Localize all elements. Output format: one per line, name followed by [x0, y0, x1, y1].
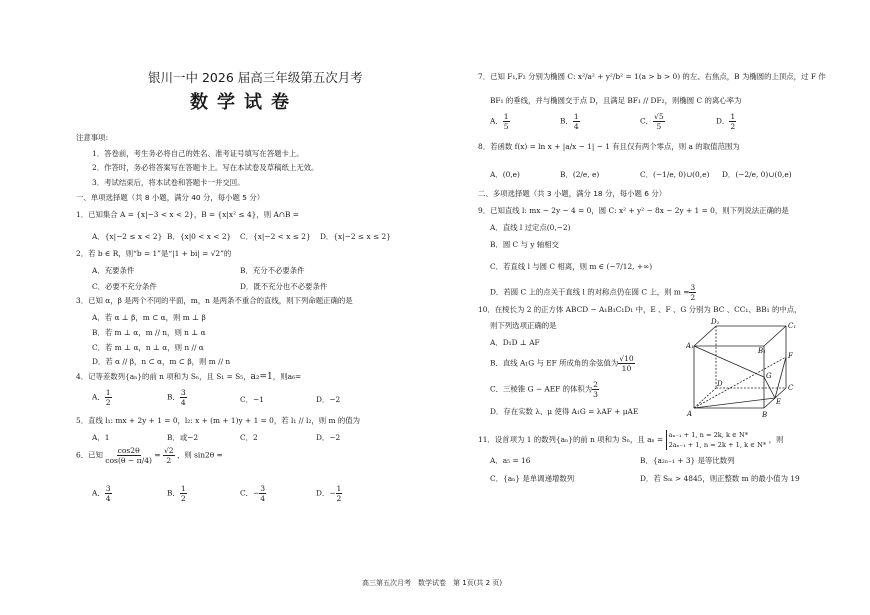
- q10-option-b: [490, 354, 635, 373]
- note-item-2: 2．作答时，务必将答案写在答题卡上。写在本试卷及草稿纸上无效。: [92, 163, 319, 172]
- q6-option-b: [167, 484, 187, 503]
- q9-d-den: 2: [690, 293, 696, 302]
- q7-c-label: C．: [640, 116, 654, 126]
- cube-label-d: D: [717, 380, 723, 388]
- q10-b-fraction: [618, 354, 635, 373]
- q10-option-a: A．D₁D ⊥ AF: [490, 338, 540, 347]
- q7-d-fraction: [729, 112, 736, 131]
- q6-rhs-den: 2: [166, 456, 172, 465]
- q6-b-den: 2: [180, 494, 186, 503]
- q10-c-num: 2: [593, 380, 598, 389]
- q4-a-fraction: [105, 388, 112, 407]
- q2-stem: 2．若 b ∈ R，则“b = 1”是“|1 + bi| = √2”的: [76, 249, 232, 258]
- q10-b-text: B．直线 A₁G 与 EF 所成角的余弦值为: [490, 358, 619, 368]
- q6-b-label: B．: [167, 488, 180, 498]
- q7-d-den: 2: [730, 122, 736, 131]
- q9-option-d: [490, 283, 696, 302]
- q4-option-a: [92, 388, 112, 407]
- q1-option-a: A．{x|−2 ≤ x < 2}: [92, 232, 163, 241]
- q11-option-d: D．若 Sₘ > 4845，则正整数 m 的最小值为 19: [640, 474, 800, 483]
- q4-condition: a₂=1: [250, 372, 273, 382]
- q4-a-num: 1: [105, 388, 111, 397]
- cube-label-a: A: [687, 410, 693, 418]
- q6-b-fraction: [180, 484, 187, 503]
- page-footer: 高三第五次月考 数学试卷 第 1页(共 2 页): [362, 579, 503, 587]
- q7-b-den: 4: [573, 122, 579, 131]
- q11-case-even: aₙ₋₁ + 1, n = 2k, k ∈ N*: [668, 431, 749, 439]
- q4-option-b: [167, 388, 187, 407]
- q8-stem: 8．若函数 f(x) = ln x + |a/x − 1| − 1 有且仅有两个零点，则 a 的取值范围为: [478, 142, 740, 151]
- cube-label-a1: A₁: [686, 342, 694, 350]
- q9-option-c: C．若直线 l 与圆 C 相离，则 m ∈ (−7/12, +∞): [490, 262, 653, 271]
- q11-option-a: A．a₅ = 16: [490, 456, 531, 465]
- cube-label-b: B: [762, 411, 768, 419]
- q7-option-d: [716, 112, 736, 131]
- q11-option-b: B．{a₂ₙ₋₁ + 3} 是等比数列: [640, 456, 735, 465]
- q7-b-label: B．: [560, 116, 573, 126]
- q4-stem: [76, 372, 301, 382]
- subject-title: 数学试卷: [190, 92, 298, 113]
- q6-c-num: 3: [260, 484, 266, 493]
- q7-option-b: [560, 112, 580, 131]
- q3-option-d: D．若 α // β，n ⊂ α，m ⊂ β，则 m // n: [92, 357, 231, 366]
- q2-option-c: C．必要不充分条件: [92, 282, 157, 291]
- school-exam-title: 银川一中 2026 届高三年级第五次月考: [148, 70, 363, 85]
- q6-label: 6．已知: [76, 450, 103, 460]
- cube-diagram: [686, 316, 798, 420]
- q6-d-label: D．−: [316, 488, 336, 498]
- q4-option-c: C．−1: [240, 395, 264, 404]
- q8-option-d: D．(−2/e, 0)∪(0,e): [722, 170, 792, 179]
- q5-option-b: B．或−2: [167, 433, 199, 442]
- q6-rhs-num: √2: [163, 446, 174, 455]
- q7-c-num: √5: [654, 112, 664, 121]
- q7-b-fraction: [573, 112, 580, 131]
- q9-d-text: D．若圆 C 上的点关于直线 l 的对称点仍在圆 C 上，则 m =: [490, 287, 690, 297]
- q11-piecewise: [666, 430, 767, 450]
- q4-b-label: B．: [167, 392, 180, 402]
- cube-label-c1: C₁: [788, 322, 797, 330]
- q8-option-c: C．(−1/e, 0)∪(0,e): [640, 170, 710, 179]
- cube-label-c: C: [788, 384, 794, 392]
- q6-c-label: C．−: [240, 488, 260, 498]
- q1-stem: 1．已知集合 A = {x|−3 < x < 2}，B = {x|x² ≤ 4}，则 A∩B =: [76, 210, 299, 219]
- q11-option-c: C．{aₙ} 是单调递增数列: [490, 474, 575, 483]
- q9-stem: 9．已知直线 l: mx − 2y − 4 = 0，圆 C: x² + y² − 8x − 2y + 1 = 0，则下列说法正确的是: [478, 206, 789, 215]
- section-1-title: 一、单项选择题（共 8 小题，满分 40 分，每小题 5 分）: [76, 193, 265, 202]
- q7-c-den: 5: [656, 122, 662, 131]
- q7-option-c: [640, 112, 665, 131]
- q3-option-a: A．若 α ⊥ β，m ⊂ α，则 m ⊥ β: [92, 313, 206, 322]
- q10-c-fraction: [592, 380, 599, 399]
- q6-d-den: 2: [336, 494, 342, 503]
- q7-d-num: 1: [730, 112, 736, 121]
- q6-equals: =: [154, 450, 161, 460]
- q6-a-fraction: [105, 484, 112, 503]
- q10-c-den: 3: [593, 390, 598, 399]
- q1-option-b: B．{x|0 < x < 2}: [167, 232, 232, 241]
- q5-stem: 5．直线 l₁: mx + 2y + 1 = 0，l₂: x + (m + 1)y + 1 = 0，若 l₁ // l₂，则 m 的值为: [76, 416, 360, 425]
- q7-c-fraction: [653, 112, 665, 131]
- q7-a-fraction: [503, 112, 510, 131]
- q1-option-c: C．{x|−2 < x ≤ 2}: [240, 232, 311, 241]
- q11-case-odd: 2aₙ₋₁ + 1, n = 2k + 1, k ∈ N*: [668, 441, 767, 449]
- cube-label-g: G: [766, 372, 772, 380]
- q6-rhs-fraction: [163, 446, 175, 465]
- q4-a-label: A．: [92, 392, 105, 402]
- q4-option-d: D．−2: [316, 395, 341, 404]
- q6-lhs-fraction: [105, 446, 152, 465]
- q6-lhs-num: cos2θ: [117, 446, 140, 455]
- q3-stem: 3．已知 α，β 是两个不同的平面，m，n 是两条不重合的直线，则下列命题正确的是: [76, 296, 353, 305]
- q2-option-b: B．充分不必要条件: [240, 266, 305, 275]
- q6-a-den: 4: [105, 494, 111, 503]
- q6-lhs-den: cos(θ − π/4): [105, 456, 153, 465]
- q11-stem: [478, 430, 783, 450]
- q8-option-a: A．(0,e): [490, 170, 520, 179]
- q7-stem-line1: 7．已知 F₁,F₂ 分别为椭圆 C: x²/a² + y²/b² = 1(a > b > 0) 的左、右焦点，B 为椭圆的上顶点，过 F 作: [478, 72, 826, 81]
- q7-a-den: 5: [503, 122, 509, 131]
- q9-d-num: 3: [690, 283, 696, 292]
- q6-option-d: [316, 484, 342, 503]
- q8-option-b: B．(2/e, e): [560, 170, 600, 179]
- q7-stem-line2: BF₁ 的垂线，并与椭圆交于点 D，且满足 BF₁ // DF₂，则椭圆 C 的离心率为: [490, 96, 742, 105]
- q10-c-text: C．三棱锥 G − AEF 的体积为: [490, 384, 593, 394]
- q10-stem-line2: 则下列选项正确的是: [490, 321, 557, 330]
- q7-b-num: 1: [573, 112, 579, 121]
- q4-a-den: 2: [105, 398, 111, 407]
- q5-option-a: A．1: [92, 433, 110, 442]
- q7-a-label: A．: [490, 116, 503, 126]
- q6-c-den: 4: [260, 494, 266, 503]
- q2-option-d: D．既不充分也不必要条件: [240, 282, 328, 291]
- q10-option-d: D．存在实数 λ、μ 使得 A₁G = λAF + μAE: [490, 407, 639, 416]
- q4-stem-tail: ，则a₆=: [272, 372, 302, 381]
- q6-c-fraction: [259, 484, 266, 503]
- notes-title: 注意事项:: [76, 133, 109, 142]
- q6-a-num: 3: [105, 484, 111, 493]
- q4-b-num: 3: [180, 388, 186, 397]
- q6-option-a: [92, 484, 112, 503]
- q10-b-den: 10: [621, 364, 632, 373]
- cube-label-b1: B₁: [758, 347, 766, 355]
- q6-a-label: A．: [92, 488, 105, 498]
- q6-d-fraction: [336, 484, 343, 503]
- q4-stem-text: 4．记等差数列{aₙ}的前 n 项和为 Sₙ，且 S₁ = S₅，: [76, 372, 251, 381]
- q7-option-a: [490, 112, 510, 131]
- q6-option-c: [240, 484, 266, 503]
- q7-a-num: 1: [503, 112, 509, 121]
- q7-d-label: D．: [716, 116, 730, 126]
- q4-b-den: 4: [180, 398, 186, 407]
- q9-d-fraction: [689, 283, 696, 302]
- q6-b-num: 1: [180, 484, 186, 493]
- q10-b-num: √10: [619, 354, 634, 363]
- q3-option-b: B．若 m ⊥ α，m // n，则 n ⊥ α: [92, 328, 206, 337]
- note-item-3: 3．考试结束后，将本试卷和答题卡一并交回。: [92, 178, 245, 187]
- q2-option-a: A．充要条件: [92, 266, 135, 275]
- q5-option-c: C．2: [240, 433, 258, 442]
- q11-stem-text: 11．设首项为 1 的数列{aₙ}的前 n 项和为 Sₙ，且 aₙ =: [478, 435, 664, 444]
- q4-b-fraction: [180, 388, 187, 407]
- cube-figure: [686, 316, 798, 420]
- q6-d-num: 1: [336, 484, 342, 493]
- section-2-title: 二、多项选择题（共 3 小题，满分 18 分，每小题 6 分）: [478, 189, 667, 198]
- q6-stem: [76, 446, 223, 465]
- cube-label-e: E: [776, 398, 782, 406]
- q9-option-b: B．圆 C 与 y 轴相交: [490, 240, 560, 249]
- q6-stem-tail: ，则 sin2θ =: [176, 450, 223, 460]
- q9-option-a: A．直线 l 过定点(0,−2): [490, 223, 571, 232]
- q10-option-c: [490, 380, 599, 399]
- q1-option-d: D．{x|−2 ≤ x ≤ 2}: [320, 232, 391, 241]
- cube-label-f: F: [788, 352, 793, 360]
- q11-stem-tail: ，则: [768, 435, 784, 444]
- q5-option-d: D．−2: [316, 433, 341, 442]
- note-item-1: 1．答卷前，考生务必将自己的姓名、准考证号填写在答题卡上。: [92, 149, 304, 158]
- cube-label-d1: D₁: [711, 318, 720, 326]
- q3-option-c: C．若 m ⊥ α，n ⊥ α，则 n // α: [92, 343, 204, 352]
- q10-stem-line1: 10．在棱长为 2 的正方体 ABCD − A₁B₁C₁D₁ 中，E 、F 、G 分别为 BC 、CC₁、BB₁ 的中点，: [478, 305, 802, 314]
